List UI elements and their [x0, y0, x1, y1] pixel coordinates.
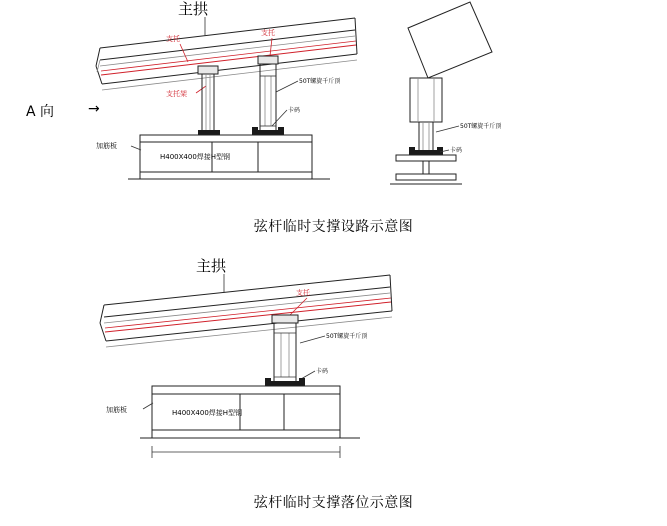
label-bracket-1: 支托 — [166, 35, 180, 43]
label-detail-clamp: 卡码 — [450, 147, 463, 154]
label-h-beam-bottom: H400X400焊接H型钢 — [172, 409, 243, 417]
label-clamp-bottom: 卡码 — [316, 368, 329, 375]
label-h-beam: H400X400焊接H型钢 — [160, 153, 231, 161]
direction-arrow-icon: → — [88, 101, 100, 117]
bottom-diagram-svg — [0, 245, 667, 480]
detail-view-a — [390, 2, 502, 184]
label-jack-bottom: 50T螺旋千斤顶 — [326, 333, 368, 340]
right-jack-post — [252, 56, 284, 135]
label-direction-marker: A 向 — [26, 104, 55, 120]
label-clamp: 卡码 — [288, 107, 301, 114]
top-diagram-caption: 弦杆临时支撑设路示意图 — [253, 219, 414, 235]
support-post-bottom — [265, 315, 305, 386]
top-diagram-svg — [0, 0, 667, 215]
label-main-arch-bottom: 主拱 — [196, 257, 227, 275]
label-main-arch: 主拱 — [178, 0, 209, 18]
top-diagram — [0, 0, 667, 215]
label-stiffener-plate-bottom: 加筋板 — [106, 406, 127, 414]
label-stiffener-plate: 加筋板 — [96, 142, 117, 150]
label-bracket-bottom: 支托 — [296, 289, 310, 297]
label-jack: 50T螺旋千斤顶 — [299, 78, 341, 85]
bottom-diagram — [0, 245, 667, 480]
bottom-diagram-caption: 弦杆临时支撑落位示意图 — [253, 495, 414, 511]
label-detail-jack: 50T螺旋千斤顶 — [460, 123, 502, 130]
label-bracket-frame: 支托架 — [166, 90, 187, 98]
dimension-line — [152, 446, 340, 458]
label-bracket-2: 支托 — [261, 29, 275, 37]
